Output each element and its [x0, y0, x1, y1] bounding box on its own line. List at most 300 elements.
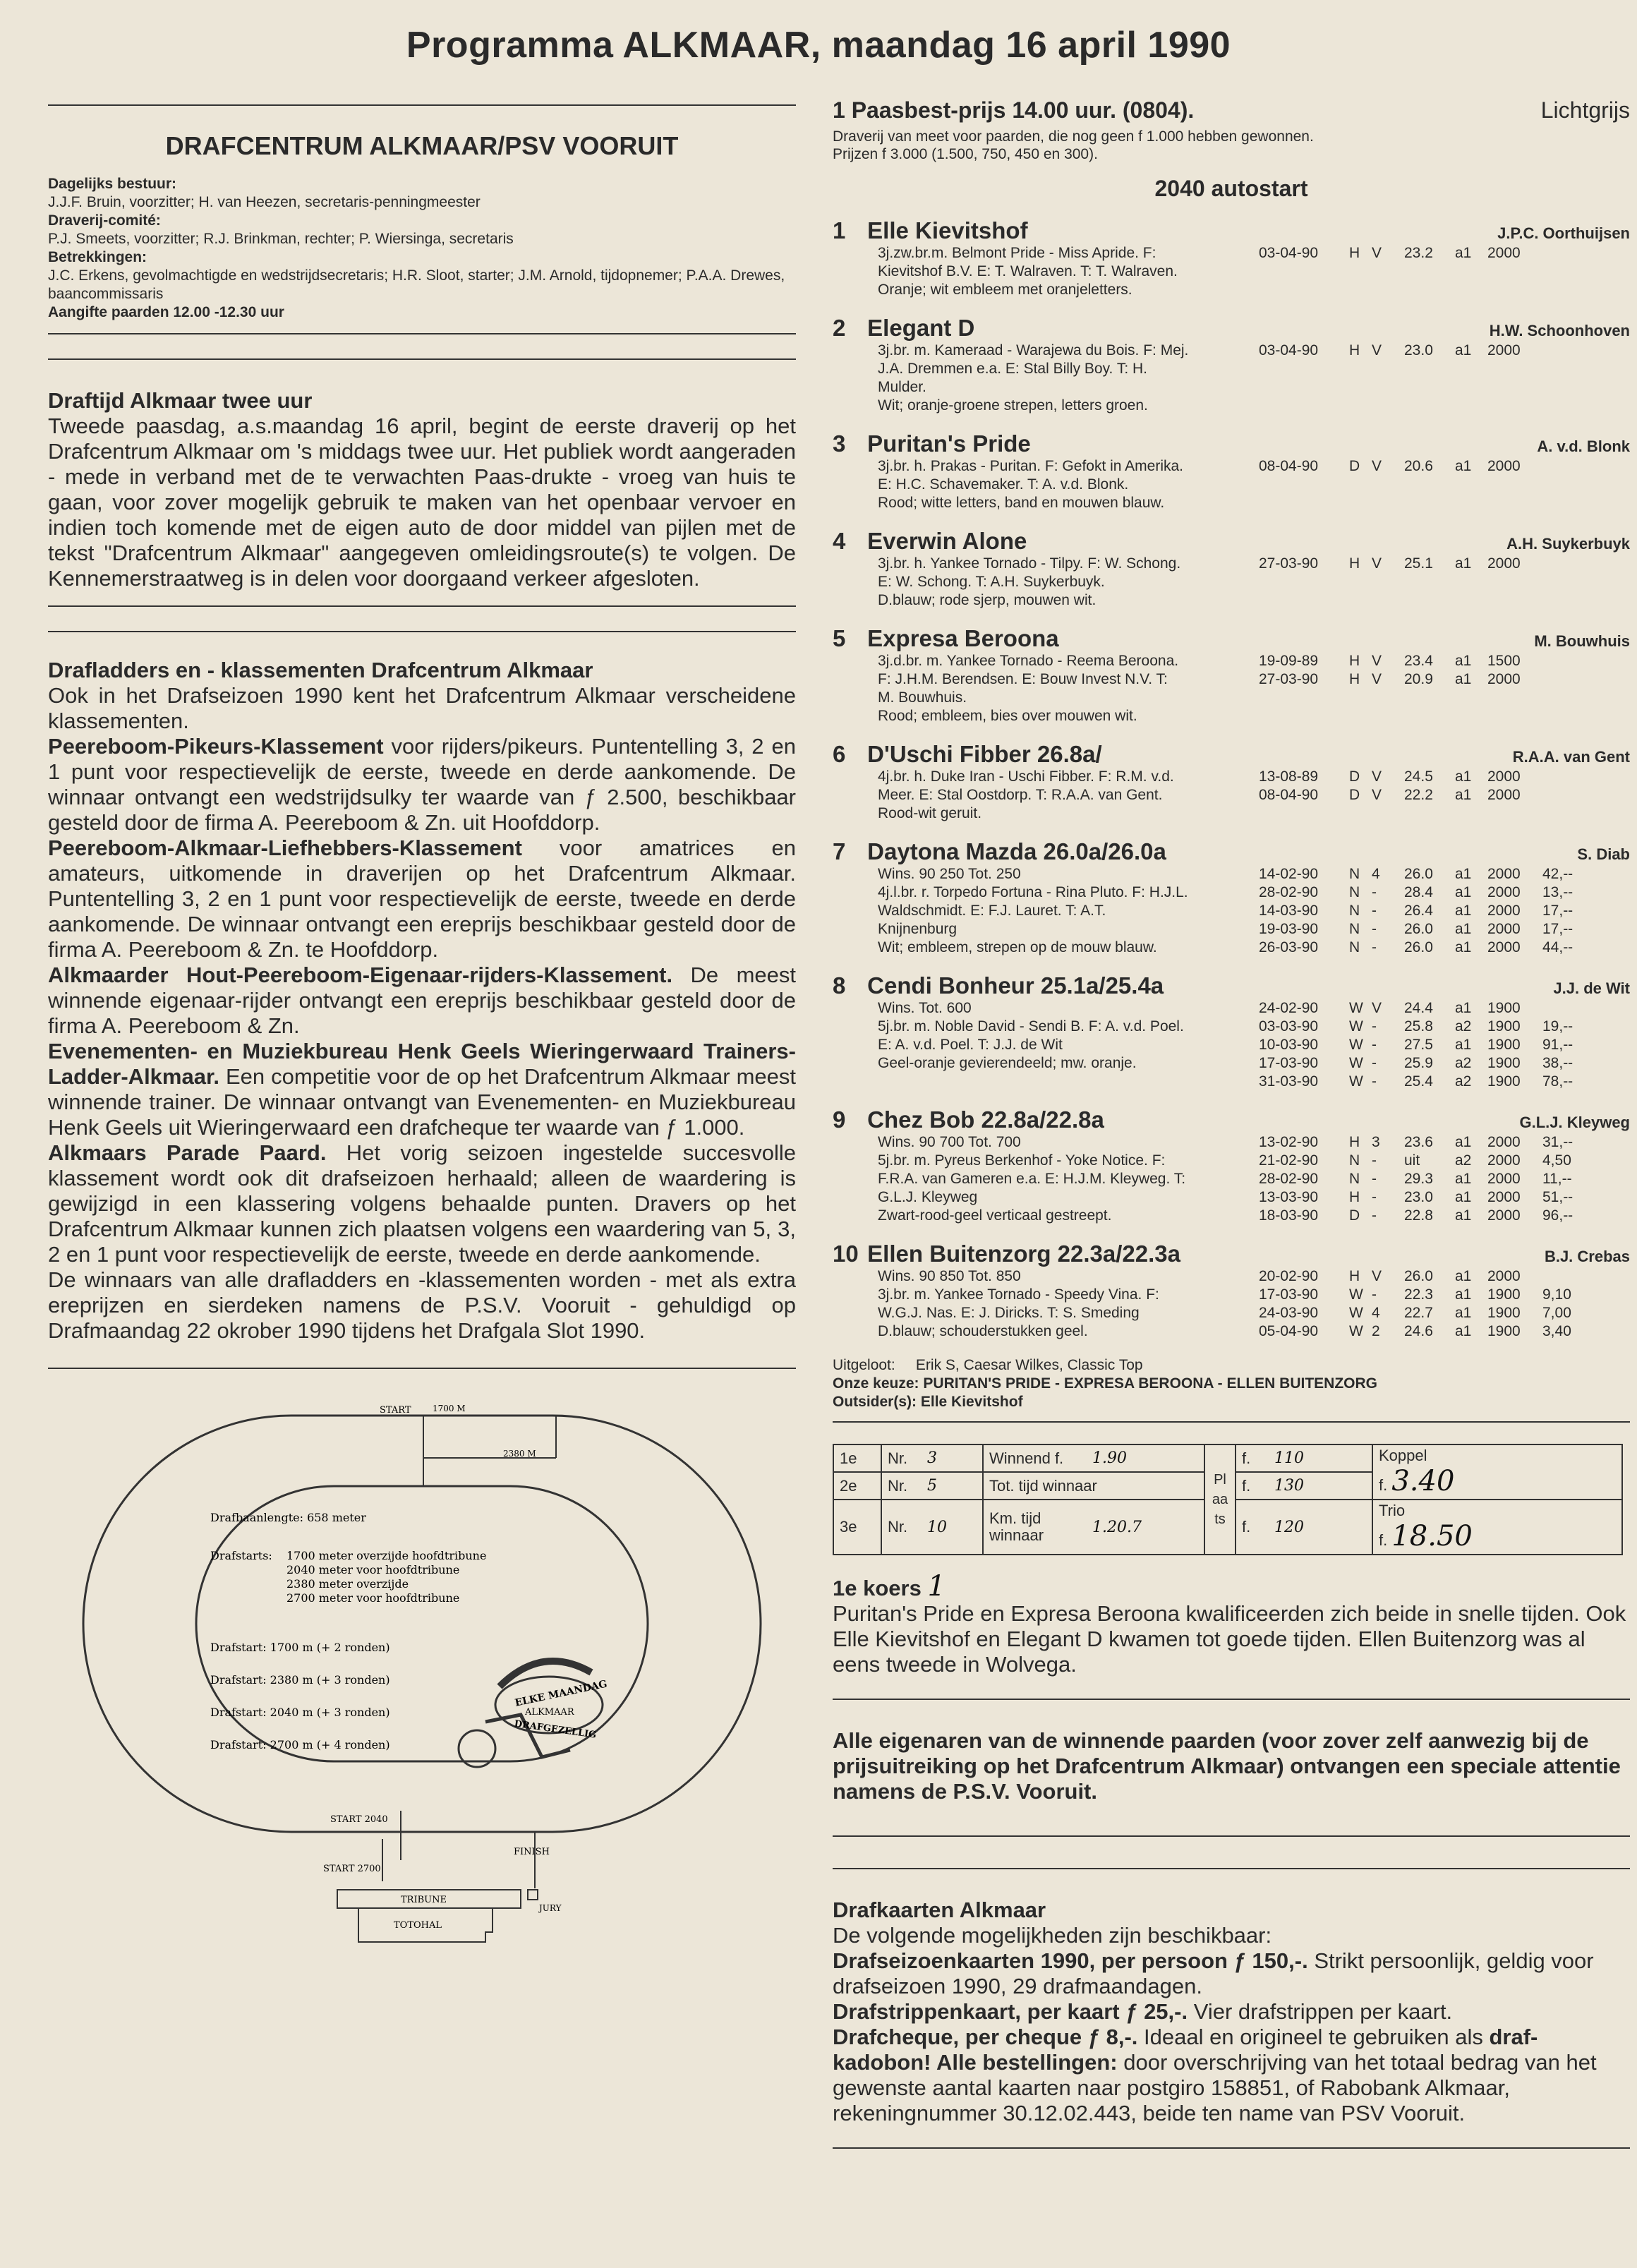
horse-name-line — [833, 1241, 1180, 1267]
result-cell: 2000 — [1487, 1207, 1521, 1224]
race-title: 1 Paasbest-prijs 14.00 uur. (0804). — [833, 97, 1195, 123]
divider — [833, 2147, 1630, 2149]
logo-mid: ALKMAAR — [525, 1707, 574, 1718]
result-cell: a1 — [1455, 768, 1472, 785]
result-cell: 28-02-90 — [1259, 884, 1319, 900]
start2700-label: START 2700 — [323, 1864, 381, 1874]
result-cell: V — [1372, 245, 1382, 261]
result-cell: a1 — [1455, 1305, 1472, 1321]
horse-desc — [878, 1267, 1259, 1341]
plaats-3-value: 120 — [1269, 1500, 1372, 1555]
horse-name: Puritan's Pride — [867, 430, 1031, 457]
result-cell: 9,10 — [1542, 1286, 1571, 1303]
f-label: f. — [1236, 1444, 1269, 1472]
result-cell: - — [1372, 1286, 1377, 1303]
result-row — [1259, 670, 1630, 689]
track-start-3: 2380 meter overzijde — [286, 1577, 409, 1591]
result-cell: 17-03-90 — [1259, 1286, 1319, 1303]
result-row — [1259, 1133, 1630, 1152]
result-cell: H — [1349, 1189, 1360, 1205]
second-number: 5 — [922, 1472, 983, 1500]
divider — [48, 631, 796, 632]
result-cell: 03-04-90 — [1259, 245, 1319, 261]
result-cell: 28.4 — [1404, 884, 1433, 900]
outsider-value: Elle Kievitshof — [920, 1394, 1023, 1410]
horse-desc-line: E: A. v.d. Poel. T: J.J. de Wit — [878, 1037, 1063, 1053]
kaarten-item-head: Drafstrippenkaart, per kaart ƒ 25,-. — [833, 1999, 1188, 2024]
bestuur-label: Dagelijks bestuur: — [48, 176, 177, 192]
result-cell: H — [1349, 342, 1360, 358]
winnend-value: 1.90 — [1087, 1444, 1204, 1472]
result-cell: 31,-- — [1542, 1134, 1573, 1150]
result-cell — [1542, 786, 1592, 804]
article-item — [48, 836, 796, 963]
result-cell: V — [1372, 787, 1382, 803]
kaarten-item — [833, 2025, 1630, 2126]
result-cell: 17,-- — [1542, 903, 1573, 919]
result-cell: 51,-- — [1542, 1189, 1573, 1205]
result-row — [1259, 768, 1630, 786]
result-cell: 78,-- — [1542, 1073, 1573, 1090]
result-cell: V — [1372, 342, 1382, 358]
horse-name-line — [833, 1106, 1104, 1133]
result-cell: a2 — [1455, 1073, 1472, 1090]
horse-name: Elle Kievitshof — [867, 217, 1028, 243]
result-cell: - — [1372, 1073, 1377, 1090]
result-cell: 2000 — [1487, 1134, 1521, 1150]
result-cell: W — [1349, 1037, 1363, 1053]
article-outro: De winnaars van alle drafladders en -klassementen worden - met als extra ereprijzen en sierdeken namens de P.S.V. Vooruit - gehuldigd op Drafmaandag 22 okrober 1990 tijdens het Drafgala Slot 1990. — [48, 1267, 796, 1343]
jury-box — [528, 1890, 538, 1900]
horse-desc-line: Mulder. — [878, 379, 926, 395]
result-row — [1259, 1036, 1630, 1054]
result-cell: V — [1372, 1268, 1382, 1284]
result-cell: - — [1372, 903, 1377, 919]
koers-label: 1e koers — [833, 1576, 922, 1600]
keuze-value: PURITAN'S PRIDE - EXPRESA BEROONA - ELLEN BUITENZORG — [923, 1375, 1377, 1392]
horse-owner: G.L.J. Kleyweg — [1519, 1114, 1630, 1131]
race-desc-line: Draverij van meet voor paarden, die nog geen f 1.000 hebben gewonnen. — [833, 128, 1314, 145]
horse-desc — [878, 457, 1259, 512]
horse-number: 10 — [833, 1241, 859, 1267]
result-cell: a1 — [1455, 458, 1472, 474]
result-row — [1259, 865, 1630, 883]
result-cell: 26.0 — [1404, 1268, 1433, 1284]
horse-desc-line: D.blauw; rode sjerp, mouwen wit. — [878, 592, 1097, 608]
item-text: voor rijders/pikeurs. Puntentelling 3, 2 en 1 punt voor respectievelijk de eerste, tweede en derde aankomende. De winnaar ontvangt een wedstrijdsulky ter waarde van ƒ 2.500, beschikbaar gesteld door de firma A. Peereboom & Zn. uit Hoofddorp. — [48, 734, 796, 835]
result-cell: 91,-- — [1542, 1037, 1573, 1053]
horse-name: Everwin Alone — [867, 528, 1027, 554]
result-cell: 18-03-90 — [1259, 1207, 1319, 1224]
result-cell — [1542, 999, 1592, 1018]
result-cell: V — [1372, 671, 1382, 687]
result-row — [1259, 244, 1630, 263]
f-label: f. — [1236, 1472, 1269, 1500]
article-title: Draftijd Alkmaar twee uur — [48, 388, 313, 413]
track-start-4: 2700 meter voor hoofdtribune — [286, 1591, 460, 1605]
nr-label: Nr. — [881, 1444, 922, 1472]
third-number: 10 — [922, 1500, 983, 1555]
kaarten-item-text: Ideaal en origineel te gebruiken als — [1137, 2025, 1490, 2049]
horse-desc-line: 3j.zw.br.m. Belmont Pride - Miss Apride. F: — [878, 245, 1156, 261]
horse-owner: B.J. Crebas — [1544, 1248, 1630, 1265]
horse-owner: H.W. Schoonhoven — [1489, 322, 1630, 339]
result-cell: N — [1349, 903, 1360, 919]
horse-desc-line: Wins. 90 250 Tot. 250 — [878, 866, 1021, 882]
result-row — [1259, 1170, 1630, 1188]
result-cell: a1 — [1455, 903, 1472, 919]
result-cell: 4,50 — [1542, 1152, 1571, 1169]
horse-desc-line: Wit; embleem, strepen op de mouw blauw. — [878, 939, 1157, 955]
horse-entry — [833, 741, 1630, 823]
horse-name-line — [833, 741, 1102, 768]
result-cell: a1 — [1455, 1037, 1472, 1053]
race-summary — [833, 1356, 1630, 1411]
item-text: Een competitie voor de op het Drafcentrum Alkmaar meest winnende trainer. De winnaar ontvangt van Evenementen- en Muziekbureau Henk Geels uit Wieringerwaard een drafcheque ter waarde van ƒ 1.000. — [48, 1064, 796, 1140]
logo-top: ELKE MAANDAG — [514, 1678, 608, 1709]
result-cell: H — [1349, 245, 1360, 261]
result-cell: 22.7 — [1404, 1305, 1433, 1321]
horse-desc-line: 4j.l.br. r. Torpedo Fortuna - Rina Pluto. F: H.J.L. — [878, 884, 1188, 900]
comite-text: P.J. Smeets, voorzitter; R.J. Brinkman, rechter; P. Wiersinga, secretaris — [48, 231, 514, 247]
result-cell: W — [1349, 1055, 1363, 1071]
horse-desc-line: Geel-oranje gevierendeeld; mw. oranje. — [878, 1055, 1137, 1071]
result-cell: 2000 — [1487, 671, 1521, 687]
result-row — [1259, 1073, 1630, 1091]
horse-desc-line: Wins. 90 850 Tot. 850 — [878, 1268, 1021, 1284]
result-row — [1259, 1322, 1630, 1341]
horse-results — [1259, 1133, 1630, 1225]
outsider-line — [833, 1393, 1630, 1411]
article-item — [48, 1140, 796, 1267]
result-cell: 25.9 — [1404, 1055, 1433, 1071]
result-cell: N — [1349, 939, 1360, 955]
drafkaarten-section — [833, 1898, 1630, 2126]
horse-entry — [833, 217, 1630, 299]
result-cell: 24-03-90 — [1259, 1305, 1319, 1321]
result-cell: 4 — [1372, 866, 1380, 882]
horse-desc-line: Rood-wit geruit. — [878, 805, 982, 821]
drafgezellig-logo — [459, 1661, 608, 1767]
place-label: 3e — [833, 1500, 881, 1555]
horse-desc-line: 3j.d.br. m. Yankee Tornado - Reema Beroona. — [878, 653, 1179, 669]
result-cell: 05-04-90 — [1259, 1323, 1319, 1339]
horse-name-line — [833, 972, 1164, 999]
track-start-label: START — [380, 1405, 411, 1416]
result-cell: H — [1349, 555, 1360, 572]
horse-number: 7 — [833, 838, 846, 864]
result-cell: a2 — [1455, 1055, 1472, 1071]
result-cell — [1542, 342, 1592, 360]
divider — [48, 605, 796, 607]
f-label: f. — [1379, 1476, 1388, 1494]
horse-entry — [833, 315, 1630, 415]
horse-number: 1 — [833, 217, 846, 243]
result-cell: 2000 — [1487, 939, 1521, 955]
result-row — [1259, 342, 1630, 360]
trio-label: Trio — [1379, 1502, 1406, 1519]
result-cell: 17-03-90 — [1259, 1055, 1319, 1071]
result-cell — [1542, 555, 1592, 573]
track-s3: Drafstart: 2040 m (+ 3 ronden) — [210, 1706, 390, 1719]
start2040-label: START 2040 — [330, 1814, 388, 1825]
result-cell: 23.2 — [1404, 245, 1433, 261]
horse-desc-line: M. Bouwhuis. — [878, 689, 967, 706]
horse-desc-line: E: H.C. Schavemaker. T: A. v.d. Blonk. — [878, 476, 1129, 493]
result-cell: - — [1372, 884, 1377, 900]
result-cell: 22.3 — [1404, 1286, 1433, 1303]
outsider-label: Outsider(s): — [833, 1394, 917, 1410]
jury-label: JURY — [539, 1903, 562, 1913]
horse-name-line — [833, 625, 1059, 652]
result-cell: 1900 — [1487, 1037, 1521, 1053]
horse-body — [878, 865, 1630, 957]
article-draftijd — [48, 388, 796, 591]
result-row — [1259, 902, 1630, 920]
result-cell: 2000 — [1487, 768, 1521, 785]
result-cell — [1542, 670, 1592, 689]
horse-list — [833, 217, 1630, 1341]
result-cell: H — [1349, 1134, 1360, 1150]
article-intro: Ook in het Drafseizoen 1990 kent het Drafcentrum Alkmaar verscheidene klassementen. — [48, 683, 796, 733]
result-cell: 08-04-90 — [1259, 787, 1319, 803]
result-cell: 26.4 — [1404, 903, 1433, 919]
divider — [48, 104, 796, 106]
result-cell: 2000 — [1487, 787, 1521, 803]
horse-header — [833, 430, 1630, 457]
result-cell: 2000 — [1487, 1171, 1521, 1187]
result-cell: 1900 — [1487, 1000, 1521, 1016]
result-row — [1259, 1018, 1630, 1036]
horse-desc-line: F: J.H.M. Berendsen. E: Bouw Invest N.V. T: — [878, 671, 1168, 687]
result-cell: H — [1349, 671, 1360, 687]
horse-name: Elegant D — [867, 315, 975, 341]
horse-number: 3 — [833, 430, 846, 457]
result-cell: a1 — [1455, 921, 1472, 937]
result-cell: 96,-- — [1542, 1207, 1573, 1224]
track-lengte: Drafbaanlengte: 658 meter — [210, 1511, 366, 1524]
result-cell: 7,00 — [1542, 1305, 1571, 1321]
horse-owner: J.J. de Wit — [1553, 979, 1630, 997]
result-cell: 2000 — [1487, 1189, 1521, 1205]
result-cell: 13-02-90 — [1259, 1134, 1319, 1150]
result-cell: 3 — [1372, 1134, 1380, 1150]
result-cell: 27-03-90 — [1259, 555, 1319, 572]
horse-number: 8 — [833, 972, 846, 999]
result-cell: - — [1372, 939, 1377, 955]
result-cell: - — [1372, 1207, 1377, 1224]
track-inner — [196, 1486, 648, 1761]
koers-section — [833, 1570, 1630, 1677]
result-cell: 26.0 — [1404, 939, 1433, 955]
result-cell: 2000 — [1487, 342, 1521, 358]
result-cell: H — [1349, 653, 1360, 669]
kaarten-item — [833, 1999, 1630, 2025]
horse-header — [833, 625, 1630, 652]
horse-desc-line: J.A. Dremmen e.a. E: Stal Billy Boy. T: H. — [878, 361, 1148, 377]
horse-owner: A. v.d. Blonk — [1537, 438, 1630, 455]
result-cell: 2000 — [1487, 866, 1521, 882]
result-cell: a1 — [1455, 884, 1472, 900]
result-cell: 19,-- — [1542, 1018, 1573, 1035]
horse-header — [833, 217, 1630, 244]
f-label: f. — [1236, 1500, 1269, 1555]
result-cell: 23.0 — [1404, 342, 1433, 358]
comite-label: Draverij-comité: — [48, 212, 161, 229]
result-row — [1259, 939, 1630, 957]
result-cell: a2 — [1455, 1018, 1472, 1035]
plaats-label: Plaats — [1204, 1444, 1236, 1555]
horse-header — [833, 1241, 1630, 1267]
horse-desc-line: 5j.br. m. Pyreus Berkenhof - Yoke Notice. F: — [878, 1152, 1166, 1169]
horse-number: 9 — [833, 1106, 846, 1133]
betrek-text: J.C. Erkens, gevolmachtigde en wedstrijdsecretaris; H.R. Sloot, starter; J.M. Arnold, tijdopnemer; P.A.A. Drewes, baancommissaris — [48, 267, 785, 302]
item-head: Alkmaarder Hout-Peereboom-Eigenaar-rijders-Klassement. — [48, 963, 673, 987]
horse-results — [1259, 865, 1630, 957]
result-cell: a2 — [1455, 1152, 1472, 1169]
horse-entry — [833, 430, 1630, 512]
result-cell: - — [1372, 1018, 1377, 1035]
result-cell: 21-02-90 — [1259, 1152, 1319, 1169]
kaarten-item — [833, 1948, 1630, 1999]
result-cell: 14-03-90 — [1259, 903, 1319, 919]
track-diagram — [48, 1383, 796, 1969]
horse-name-line — [833, 528, 1027, 555]
right-column — [833, 97, 1630, 2149]
result-cell: 20.9 — [1404, 671, 1433, 687]
result-cell: - — [1372, 1171, 1377, 1187]
horse-desc-line: 3j.br. m. Yankee Tornado - Speedy Vina. F: — [878, 1286, 1159, 1303]
item-text: Het vorig seizoen ingestelde succesvolle klassement wordt ook dit drafseizoen herhaald; alleen de waardering is gewijzigd in een klassering volgens behaalde punten. Dravers op het Drafcentrum Alkmaar kunnen zich plaatsen volgens een waardering van 5, 3, 2 en 1 punt voor respectievelijk de eerste, tweede en derde aankomende. — [48, 1140, 796, 1267]
result-cell: 24.6 — [1404, 1323, 1433, 1339]
result-cell: 20-02-90 — [1259, 1268, 1319, 1284]
article-drafladders — [48, 658, 796, 1344]
horse-desc-line: 5j.br. m. Noble David - Sendi B. F: A. v.d. Poel. — [878, 1018, 1184, 1035]
result-cell: - — [1372, 1189, 1377, 1205]
divider — [833, 1837, 1630, 1869]
kaarten-item-tail: door overschrijving van het totaal bedrag van het gewenste aantal kaarten naar postgiro 158851, of Rabobank Alkmaar, rekeningnummer 30.12.02.443, beide ten name van PSV Vooruit. — [833, 2050, 1597, 2125]
trio-value: 18.50 — [1391, 1520, 1473, 1552]
result-cell: a1 — [1455, 939, 1472, 955]
keuze-line — [833, 1375, 1630, 1393]
horse-body — [878, 1267, 1630, 1341]
result-cell: 4 — [1372, 1305, 1380, 1321]
result-cell: H — [1349, 1268, 1360, 1284]
uitgeloot-line — [833, 1356, 1630, 1375]
result-cell: 2000 — [1487, 884, 1521, 900]
horse-name: Chez Bob 22.8a/22.8a — [867, 1106, 1104, 1133]
results-row — [833, 1444, 1622, 1472]
result-cell: 2000 — [1487, 1152, 1521, 1169]
winners-notice: Alle eigenaren van de winnende paarden (voor zover zelf aanwezig bij de prijsuitreiking op het Drafcentrum Alkmaar) ontvangen een speciale attentie namens de P.S.V. Vooruit. — [833, 1728, 1621, 1804]
divider — [833, 1421, 1630, 1423]
result-row — [1259, 1188, 1630, 1207]
result-row — [1259, 1152, 1630, 1170]
track-1700-label: 1700 M — [433, 1404, 466, 1413]
result-cell: N — [1349, 866, 1360, 882]
result-cell: D — [1349, 1207, 1360, 1224]
place-label: 2e — [833, 1472, 881, 1500]
horse-desc-line: 4j.br. h. Duke Iran - Uschi Fibber. F: R.M. v.d. — [878, 768, 1174, 785]
horse-results — [1259, 652, 1630, 725]
koers-text: Puritan's Pride en Expresa Beroona kwalificeerden zich beide in snelle tijden. Ook Elle Kievitshof en Elegant D kwamen tot goede tijden. Ellen Buitenzorg was al eens tweede in Wolvega. — [833, 1601, 1626, 1677]
tot-tijd-label: Tot. tijd winnaar — [983, 1472, 1204, 1500]
result-cell: a1 — [1455, 671, 1472, 687]
result-row — [1259, 786, 1630, 804]
result-cell: 13-08-89 — [1259, 768, 1319, 785]
item-text: voor amatrices en amateurs, uitkomende in draverijen op het Drafcentrum Alkmaar. Puntentelling 3, 2 en 1 punt voor respectievelijk de eerste, tweede en derde aankomende. De winnaar ontvangt een ereprijs beschikbaar gesteld door de firma A. Peereboom & Zn. te Hoofddorp. — [48, 836, 796, 962]
result-cell — [1542, 244, 1592, 263]
totohal-label: TOTOHAL — [394, 1920, 442, 1931]
horse-owner: R.A.A. van Gent — [1512, 748, 1630, 766]
horse-results — [1259, 1267, 1630, 1341]
left-column — [48, 104, 796, 1972]
koppel-label: Koppel — [1379, 1447, 1427, 1464]
result-cell: W — [1349, 1286, 1363, 1303]
result-cell — [1542, 457, 1592, 476]
race-color: Lichtgrijs — [1540, 97, 1630, 123]
result-cell: 08-04-90 — [1259, 458, 1319, 474]
result-cell: 22.8 — [1404, 1207, 1433, 1224]
result-cell: a1 — [1455, 555, 1472, 572]
result-row — [1259, 652, 1630, 670]
club-title: DRAFCENTRUM ALKMAAR/PSV VOORUIT — [165, 131, 679, 160]
horse-desc — [878, 768, 1259, 823]
result-cell: a1 — [1455, 342, 1472, 358]
horse-entry — [833, 972, 1630, 1091]
horse-desc — [878, 652, 1259, 725]
article-title: Drafladders en - klassementen Drafcentrum Alkmaar — [48, 658, 593, 682]
horse-desc-line: Waldschmidt. E: F.J. Lauret. T: A.T. — [878, 903, 1106, 919]
result-cell: 25.4 — [1404, 1073, 1433, 1090]
koppel-value: 3.40 — [1391, 1465, 1455, 1497]
article-item — [48, 1039, 796, 1140]
race-desc — [833, 128, 1630, 163]
horse-results — [1259, 244, 1630, 299]
horse-owner: A.H. Suykerbuyk — [1506, 535, 1630, 553]
horse-owner: J.P.C. Oorthuijsen — [1497, 224, 1630, 242]
result-cell: W — [1349, 1323, 1363, 1339]
horse-results — [1259, 555, 1630, 610]
result-cell: 2000 — [1487, 245, 1521, 261]
result-cell: 24.5 — [1404, 768, 1433, 785]
result-cell: 1900 — [1487, 1018, 1521, 1035]
result-cell: a1 — [1455, 1207, 1472, 1224]
result-cell: 23.0 — [1404, 1189, 1433, 1205]
result-cell: V — [1372, 555, 1382, 572]
tribune-label: TRIBUNE — [401, 1895, 447, 1905]
result-row — [1259, 920, 1630, 939]
horse-body — [878, 342, 1630, 415]
betrek-label: Betrekkingen: — [48, 249, 147, 265]
horse-body — [878, 1133, 1630, 1225]
horse-desc-line: 3j.br. h. Yankee Tornado - Tilpy. F: W. Schong. — [878, 555, 1181, 572]
place-label: 1e — [833, 1444, 881, 1472]
result-cell: 13-03-90 — [1259, 1189, 1319, 1205]
horse-desc-line: 3j.br. h. Prakas - Puritan. F: Gefokt in Amerika. — [878, 458, 1184, 474]
horse-desc-line: Meer. E: Stal Oostdorp. T: R.A.A. van Gent. — [878, 787, 1163, 803]
result-cell: 1900 — [1487, 1286, 1521, 1303]
race-subtitle: 2040 autostart — [1154, 176, 1308, 201]
result-cell: 24.4 — [1404, 1000, 1433, 1016]
keuze-label: Onze keuze: — [833, 1375, 919, 1392]
result-cell: 2000 — [1487, 555, 1521, 572]
result-cell: 25.8 — [1404, 1018, 1433, 1035]
horse-desc-line: Wins. Tot. 600 — [878, 1000, 972, 1016]
result-cell: N — [1349, 1171, 1360, 1187]
horse-name-line — [833, 315, 974, 342]
item-head: Peereboom-Pikeurs-Klassement — [48, 734, 384, 759]
